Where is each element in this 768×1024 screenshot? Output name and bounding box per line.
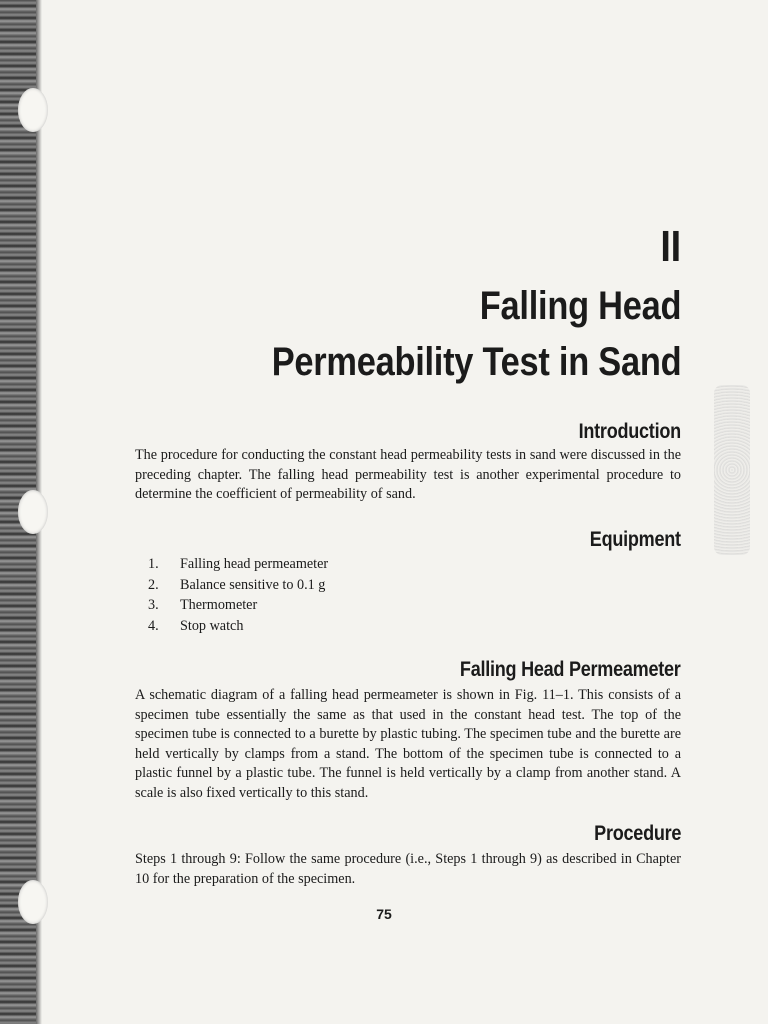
page-number: 75 xyxy=(376,906,392,922)
list-item xyxy=(148,595,328,616)
list-item-number: 2. xyxy=(148,576,159,593)
permeameter-paragraph: A schematic diagram of a falling head permeameter is shown in Fig. 11–1. This consists of a specimen tube essentially the same as that used in the constant head test. The top of the specimen tube is connected to a burette by plastic tubing. The specimen tube and the burette are held vertically by clamps from a stand. The bottom of the specimen tube is connected to a plastic funnel by a plastic tube. The funnel is held vertically by a clamp from another stand. A scale is also fixed vertically to this stand. xyxy=(135,687,681,801)
introduction-heading: Introduction xyxy=(578,420,681,443)
list-item-label: Thermometer xyxy=(180,597,258,613)
chapter-title-line1: Falling Head xyxy=(479,284,681,328)
list-item-label: Falling head permeameter xyxy=(180,556,329,572)
list-item xyxy=(148,616,328,637)
list-item xyxy=(148,554,328,575)
introduction-paragraph: The procedure for conducting the constant head permeability tests in sand were discussed in the preceding chapter. The falling head permeability test is another experimental procedure to determine the coefficient of permeability of sand. xyxy=(135,447,681,502)
chapter-title-line2: Permeability Test in Sand xyxy=(271,340,681,384)
list-item-label: Stop watch xyxy=(180,617,244,634)
list-item-number: 1. xyxy=(148,556,159,572)
punch-hole xyxy=(18,88,48,132)
list-item xyxy=(148,575,328,596)
procedure-paragraph: Steps 1 through 9: Follow the same procedure (i.e., Steps 1 through 9) as described in Chapter 10 for the preparation of the specimen. xyxy=(135,851,681,887)
scan-bleed-through xyxy=(714,385,750,555)
list-item-number: 3. xyxy=(148,597,159,613)
equipment-list xyxy=(148,554,328,636)
list-item-number: 4. xyxy=(148,617,159,634)
punch-hole xyxy=(18,490,48,534)
chapter-number: II xyxy=(660,222,681,271)
equipment-heading: Equipment xyxy=(590,528,681,551)
list-item-label: Balance sensitive to 0.1 g xyxy=(180,576,326,593)
permeameter-heading: Falling Head Permeameter xyxy=(460,658,681,681)
procedure-heading: Procedure xyxy=(593,822,681,845)
